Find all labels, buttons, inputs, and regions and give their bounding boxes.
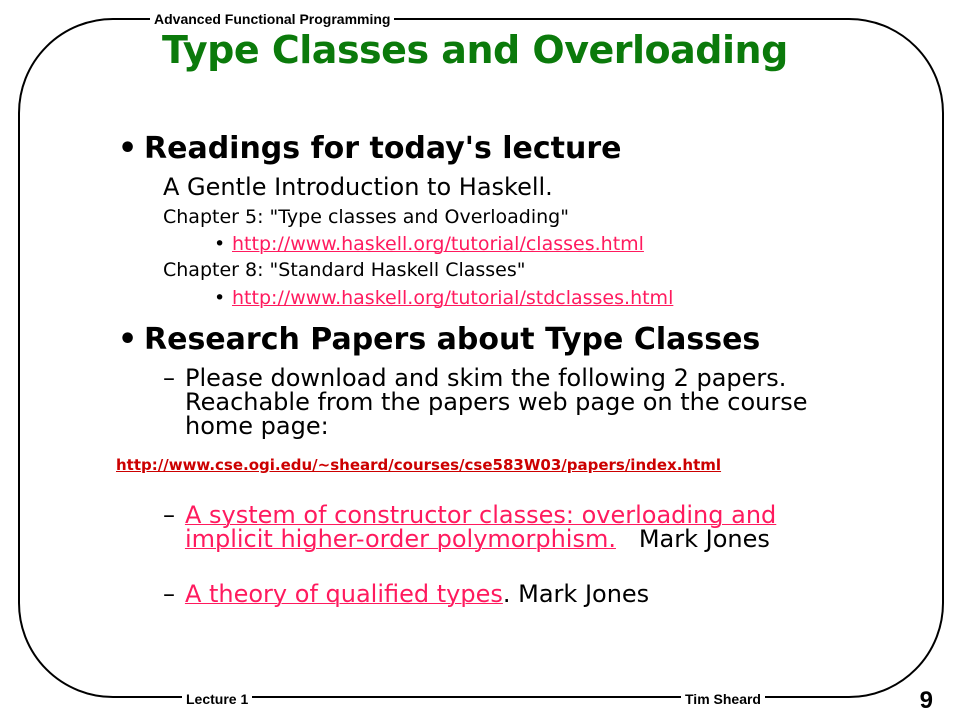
footer-author: Tim Sheard (681, 691, 765, 707)
papers-page-link-item (116, 456, 721, 474)
footer-lecture: Lecture 1 (182, 691, 252, 707)
chapter-5-link-item (214, 233, 644, 255)
bullet-icon: • (118, 322, 138, 357)
research-heading (118, 322, 760, 357)
paper-2-author: . Mark Jones (502, 580, 650, 608)
bullet-icon: • (214, 233, 226, 255)
book-title: A Gentle Introduction to Haskell. (163, 173, 553, 201)
paper-2-link[interactable]: A theory of qualified types (184, 580, 503, 608)
readings-heading-text: Readings for today's lecture (144, 131, 622, 166)
chapter-8: Chapter 8: "Standard Haskell Classes" (163, 259, 526, 281)
course-name: Advanced Functional Programming (150, 11, 394, 27)
page-number: 9 (919, 687, 933, 714)
paper-2 (163, 582, 863, 606)
research-intro-text: Please download and skim the following 2 papers. Reachable from the papers web page on the course home page: (185, 364, 808, 440)
chapter-8-link[interactable]: http://www.haskell.org/tutorial/stdclasses.html (232, 287, 674, 309)
bullet-icon: • (118, 131, 138, 166)
dash-icon: – (163, 364, 175, 392)
research-heading-text: Research Papers about Type Classes (144, 322, 761, 357)
research-intro (163, 366, 863, 438)
dash-icon: – (163, 580, 175, 608)
paper-1-link[interactable]: A system of constructor classes: overloading and implicit higher-order polymorphism. (184, 501, 777, 553)
bullet-icon: • (214, 287, 226, 309)
papers-page-link[interactable]: http://www.cse.ogi.edu/~sheard/courses/cse583W03/papers/index.html (116, 456, 722, 474)
paper-1 (163, 503, 863, 551)
slide-title: Type Classes and Overloading (162, 28, 788, 72)
readings-heading (118, 131, 622, 166)
paper-1-author: Mark Jones (638, 525, 770, 553)
chapter-5: Chapter 5: "Type classes and Overloading" (163, 206, 569, 228)
chapter-8-link-item (214, 287, 673, 309)
dash-icon: – (163, 501, 175, 529)
chapter-5-link[interactable]: http://www.haskell.org/tutorial/classes.html (232, 233, 644, 255)
